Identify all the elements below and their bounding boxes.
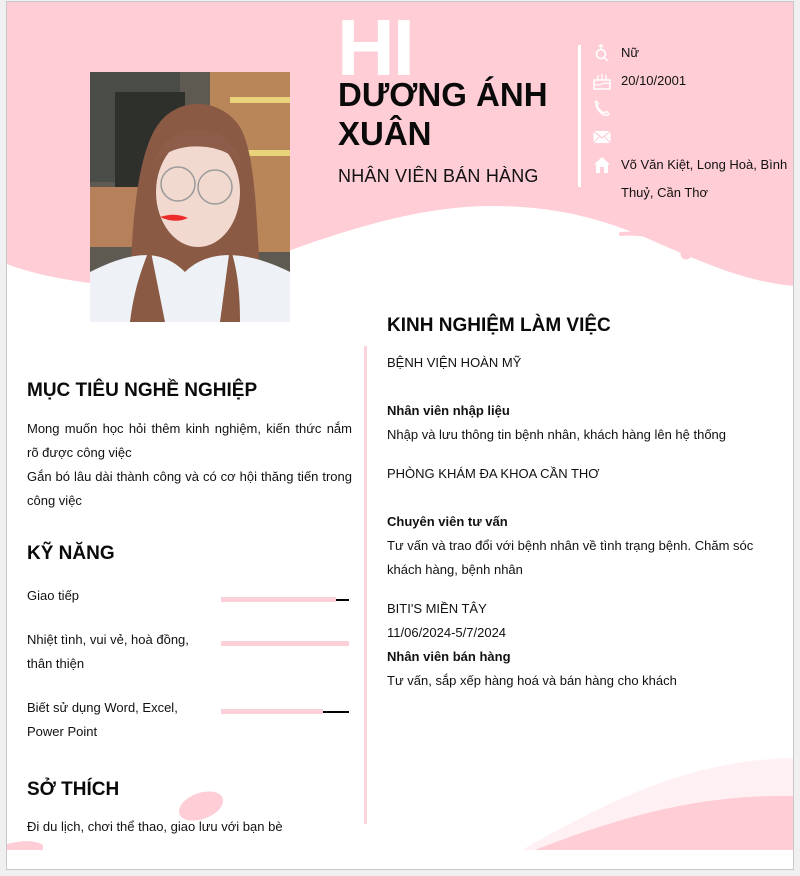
contact-address: [593, 157, 791, 207]
job-3-description: Tư vấn, sắp xếp hàng hoá và bán hàng cho khách: [387, 673, 677, 688]
job-title: NHÂN VIÊN BÁN HÀNG: [338, 166, 539, 186]
objective-line-1: Mong muốn học hỏi thêm kinh nghiệm, kiến thức nắm rõ được công việc: [27, 421, 352, 460]
skill-bar-office: [221, 709, 349, 714]
profile-photo: [90, 72, 290, 322]
birthday-value: 20/10/2001: [621, 73, 687, 88]
skill-level-rest: [323, 711, 349, 713]
objective-title: MỤC TIÊU NGHỀ NGHIỆP: [27, 380, 258, 401]
job-3-period: 11/06/2024-5/7/2024: [387, 625, 507, 640]
address-value: Võ Văn Kiệt, Long Hoà, Bình Thuỷ, Cần Thơ: [621, 157, 788, 200]
name-line-1: DƯƠNG ÁNH: [338, 76, 548, 113]
header-divider: [578, 45, 581, 187]
skill-label-communication: Giao tiếp: [27, 588, 80, 603]
skills-title: KỸ NĂNG: [27, 543, 115, 564]
skill-level-fill: [221, 641, 349, 646]
experience-title: KINH NGHIỆM LÀM VIỆC: [387, 315, 611, 336]
job-3-position: Nhân viên bán hàng: [387, 649, 511, 664]
phone-icon: [593, 99, 611, 117]
job-2-description: Tư vấn và trao đổi với bệnh nhân về tình trạng bệnh. Chăm sóc khách hàng, bệnh nhân: [387, 538, 754, 577]
objective-text: [27, 417, 352, 513]
decorative-hi-text: HI: [337, 8, 413, 82]
skill-label-office: Biết sử dụng Word, Excel, Power Point: [27, 700, 178, 739]
job-1-company: BỆNH VIỆN HOÀN MỸ: [387, 355, 522, 370]
job-1-position: Nhân viên nhập liệu: [387, 403, 510, 418]
skill-label-attitude: Nhiệt tình, vui vẻ, hoà đồng, thân thiện: [27, 632, 189, 671]
contact-email: [593, 129, 791, 146]
job-2-position: Chuyên viên tư vấn: [387, 514, 508, 529]
hobbies-title: SỞ THÍCH: [27, 779, 120, 800]
home-icon: [593, 156, 611, 174]
contact-gender: [593, 45, 791, 67]
skill-level-fill: [221, 709, 323, 714]
contact-birthday: [593, 73, 791, 95]
skill-level-rest: [336, 599, 349, 601]
skill-level-fill: [221, 597, 336, 602]
contact-phone: [593, 100, 791, 117]
gender-value: Nữ: [621, 45, 640, 60]
job-1-description: Nhập và lưu thông tin bệnh nhân, khách hàng lên hệ thống: [387, 427, 727, 442]
hobbies-text: Đi du lịch, chơi thể thao, giao lưu với bạn bè: [27, 819, 283, 834]
job-3-company: BITI'S MIỀN TÂY: [387, 601, 487, 616]
mail-icon: [593, 128, 611, 146]
cv-page: [6, 1, 794, 870]
gender-icon: [593, 44, 611, 62]
candidate-name: [338, 75, 578, 153]
skill-bar-attitude: [221, 641, 349, 646]
job-2-company: PHÒNG KHÁM ĐA KHOA CẦN THƠ: [387, 466, 600, 481]
birthday-cake-icon: [593, 72, 611, 90]
objective-line-2: Gắn bó lâu dài thành công và có cơ hội thăng tiến trong công việc: [27, 469, 352, 508]
column-divider: [364, 346, 367, 824]
skill-bar-communication: [221, 597, 349, 602]
name-line-2: XUÂN: [338, 115, 432, 152]
